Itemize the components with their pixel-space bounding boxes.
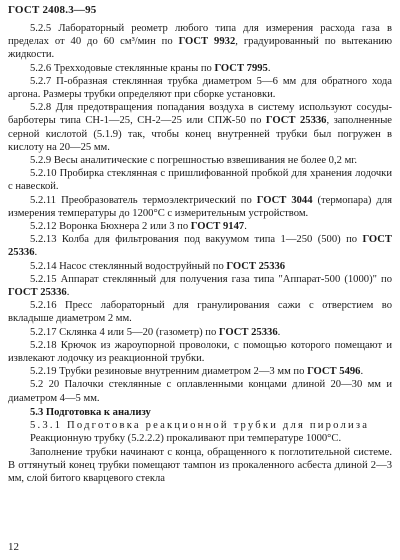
paragraph — [8, 378, 392, 404]
paragraph — [8, 326, 392, 339]
paragraph-text: Реакционную трубку (5.2.2.2) прокаливают при температуре 1000°С. — [30, 433, 342, 445]
standard-reference: ГОСТ 5496 — [307, 366, 361, 378]
paragraph-text: 5.2.9 Весы аналитические с погрешностью взвешивания не более 0,2 мг. — [30, 155, 358, 167]
paragraph-text: , заполненные серной кислотой (5.1.9) так, чтобы конец внутренней трубки был погружен в кислоту на 20—25 мм. — [8, 115, 393, 153]
paragraph — [8, 194, 392, 220]
paragraph-text: 5.2.8 Для предотвращения попадания воздуха в систему используют сосуды-барботеры типа СН-1—25, СН-2—25 или СПЖ-50 по — [8, 102, 392, 127]
paragraph-text: 5.2.16 Пресс лабораторный для гранулирования сажи с отверстием во вкладыше диаметром 2 мм. — [8, 300, 392, 325]
paragraph — [8, 101, 392, 154]
paragraph-text: 5.2.12 Воронка Бюхнера 2 или 3 по — [30, 221, 191, 233]
paragraph-text: 5.2.11 Преобразователь термоэлектрический по — [30, 194, 257, 206]
standard-reference: ГОСТ 7995 — [214, 62, 268, 74]
paragraph-text: . — [66, 287, 70, 299]
paragraph-text: 5.2.6 Трехходовые стеклянные краны по — [30, 62, 215, 74]
paragraph — [8, 62, 392, 75]
paragraph-text: 5.2.17 Склянка 4 или 5—20 (газометр) по — [30, 326, 219, 338]
paragraph-text: 5.2.15 Аппарат стеклянный для получения газа типа "Аппарат-500 (1000)" по — [30, 273, 392, 285]
standard-reference: ГОСТ 25336 — [8, 287, 67, 299]
paragraph — [8, 339, 392, 365]
paragraph — [8, 260, 392, 273]
standard-reference: ГОСТ 9932 — [178, 36, 236, 48]
standard-reference: ГОСТ 25336 — [226, 260, 286, 272]
paragraph-text: 5.2.13 Колба для фильтрования под вакуумом типа 1—250 (500) по — [30, 234, 363, 246]
paragraph-list-after — [8, 432, 392, 485]
paragraph — [8, 75, 392, 101]
paragraph-text: . — [244, 221, 247, 233]
paragraph — [8, 22, 392, 62]
paragraph — [8, 299, 392, 325]
paragraph — [8, 154, 392, 167]
standard-reference: ГОСТ 25336 — [218, 326, 278, 338]
paragraph-text: (термопара) для измерения температуры до 1200°С с измерительным устройством. — [8, 194, 392, 219]
paragraph-text: 5.2.7 П-образная стеклянная трубка диаметром 5—6 мм для обратного хода аргона. Размеры трубки определяют при сборке установки. — [8, 75, 392, 101]
standard-reference: ГОСТ 25336 — [265, 115, 327, 127]
paragraph — [8, 365, 392, 378]
paragraph-text: 5.2.14 Насос стеклянный водоструйный по — [30, 260, 227, 272]
paragraph-text: , градуированный по вытеканию жидкости. — [8, 36, 393, 61]
subsection-heading: 5.3.1 Подготовка реакционной трубки для пиролиза — [30, 420, 370, 432]
paragraph — [8, 446, 392, 486]
paragraph — [8, 233, 392, 259]
page-header: ГОСТ 2408.3—95 — [8, 4, 97, 16]
paragraph — [8, 432, 392, 445]
paragraph-text: . — [34, 247, 38, 259]
paragraph-text: . — [267, 62, 271, 74]
paragraph — [8, 273, 392, 299]
paragraph-text: Заполнение трубки начинают с конца, обращенного к поглотительной системе. В оттянутый конец трубки помещают тампон из прокаленного асбеста длиной 2—3 мм, слой битого кварцевого стекла — [8, 446, 392, 484]
document-body — [8, 22, 392, 485]
standard-reference: ГОСТ 9147 — [190, 221, 245, 233]
paragraph — [8, 220, 392, 233]
paragraph-list — [8, 22, 392, 405]
paragraph-text: 5.2.18 Крючок из жароупорной проволоки, с помощью которого помещают и извлекают лодочку из реакционной трубки. — [8, 339, 392, 365]
section-heading: 5.3 Подготовка к анализу — [30, 406, 151, 418]
paragraph-text: 5.2 20 Палочки стеклянные с оплавленными концами длиной 20—30 мм и диаметром 4—5 мм. — [8, 379, 392, 404]
paragraph-text: 5.2.10 Пробирка стеклянная с пришлифованной пробкой для хранения лодочки с навеской. — [8, 168, 392, 193]
paragraph-text: . — [360, 366, 364, 378]
standard-reference: ГОСТ 25336 — [8, 234, 392, 259]
paragraph-text: 5.2.19 Трубки резиновые внутренним диаметром 2—3 мм по — [30, 366, 308, 378]
paragraph — [8, 167, 392, 193]
paragraph-text: 5.2.5 Лабораторный реометр любого типа для измерения расхода газа в пределах от 40 до 60 см³/мин по — [8, 23, 392, 48]
paragraph-text: . — [277, 326, 281, 338]
standard-reference: ГОСТ 3044 — [256, 194, 313, 206]
page-number: 12 — [8, 541, 19, 553]
